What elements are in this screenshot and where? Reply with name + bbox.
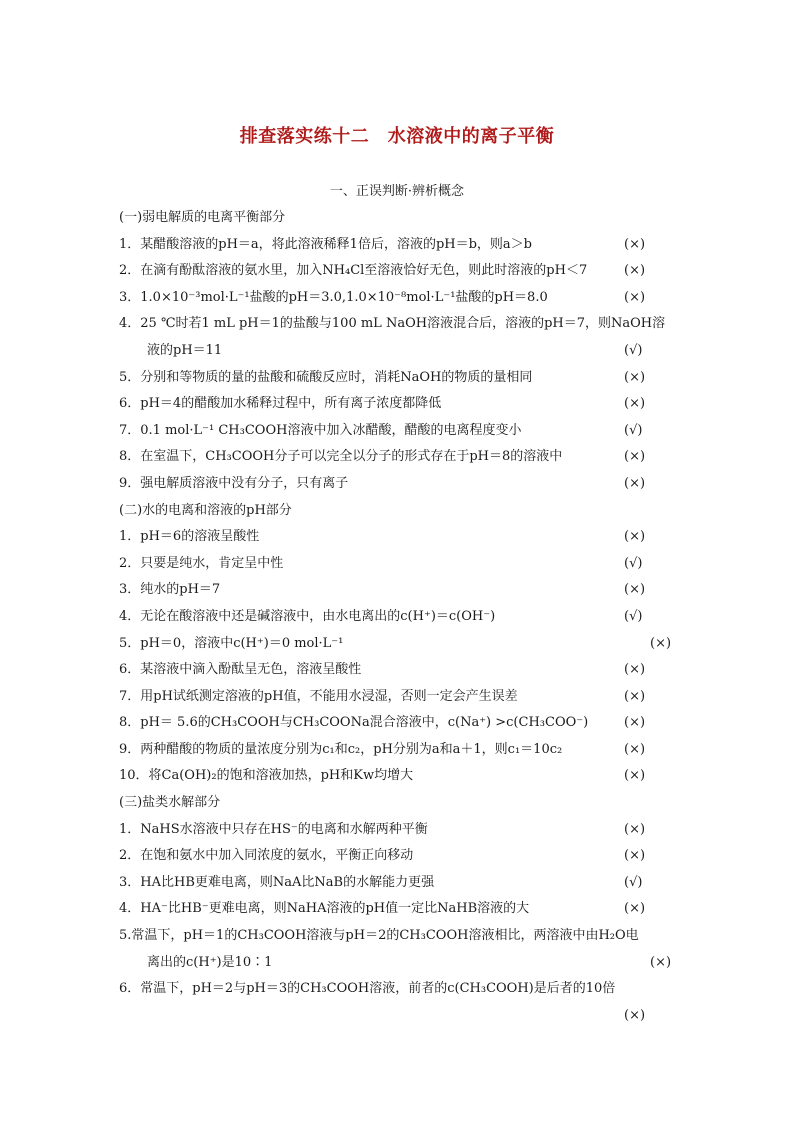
- question-text-continued: 液的pH＝11: [147, 342, 223, 358]
- question-item: [119, 311, 679, 338]
- question-item: [119, 444, 679, 471]
- question-item: [119, 657, 679, 684]
- answer-mark: (×): [624, 289, 646, 305]
- question-item: [119, 258, 679, 285]
- answer-mark: (×): [624, 369, 646, 385]
- question-item: [119, 976, 679, 1003]
- question-item: [119, 817, 679, 844]
- answer-mark: (×): [624, 768, 646, 784]
- question-item-continuation: [119, 950, 679, 977]
- answer-mark: (×): [624, 236, 646, 252]
- question-text: 7．0.1 mol·L⁻¹ CH₃COOH溶液中加入冰醋酸，醋酸的电离程度变小: [119, 422, 522, 438]
- question-text: 6．常温下，pH＝2与pH＝3的CH₃COOH溶液，前者的c(CH₃COOH)是后者的10倍: [119, 981, 616, 997]
- answer-mark: (√): [624, 874, 643, 890]
- question-item: [119, 631, 679, 658]
- answer-mark: (×): [624, 475, 646, 491]
- question-text: 4．25 ℃时若1 mL pH＝1的盐酸与100 mL NaOH溶液混合后，溶液的pH＝7，则NaOH溶: [119, 316, 666, 332]
- answer-mark: (×): [624, 582, 646, 598]
- answer-mark: (×): [624, 821, 646, 837]
- question-text: 5．分别和等物质的量的盐酸和硫酸反应时，消耗NaOH的物质的量相同: [119, 369, 533, 385]
- question-item: [119, 285, 679, 312]
- question-text: 9．两种醋酸的物质的量浓度分别为c₁和c₂，pH分别为a和a＋1，则c₁＝10c₂: [119, 741, 563, 757]
- question-item: [119, 418, 679, 445]
- question-text: 1．pH＝6的溶液呈酸性: [119, 529, 260, 545]
- question-item: [119, 551, 679, 578]
- question-item-continuation: [119, 338, 679, 365]
- answer-mark: (√): [624, 422, 643, 438]
- question-item: [119, 391, 679, 418]
- section-heading-text: (二)水的电离和溶液的pH部分: [119, 502, 292, 518]
- answer-mark: (×): [650, 635, 672, 651]
- answer-mark: (×): [624, 529, 646, 545]
- answer-mark: (×): [624, 449, 646, 465]
- answer-mark: (√): [624, 608, 643, 624]
- question-item: [119, 737, 679, 764]
- question-item: [119, 232, 679, 259]
- answer-mark: (×): [624, 848, 646, 864]
- question-text: 3．纯水的pH＝7: [119, 582, 221, 598]
- question-item: [119, 604, 679, 631]
- question-text: 2．在饱和氨水中加入同浓度的氨水，平衡正向移动: [119, 848, 414, 864]
- question-text: 1．某醋酸溶液的pH＝a，将此溶液稀释1倍后，溶液的pH＝b，则a＞b: [119, 236, 533, 252]
- section-heading: [119, 205, 679, 232]
- question-item: [119, 843, 679, 870]
- question-text: 5．pH＝0，溶液中c(H⁺)＝0 mol·L⁻¹: [119, 635, 344, 651]
- answer-mark: (√): [624, 555, 643, 571]
- question-item: [119, 471, 679, 498]
- answer-mark: (×): [624, 396, 646, 412]
- answer-mark: (×): [650, 954, 672, 970]
- question-text: 9．强电解质溶液中没有分子，只有离子: [119, 475, 349, 491]
- question-text: 5.常温下，pH＝1的CH₃COOH溶液与pH＝2的CH₃COOH溶液相比，两溶液中由H₂O电: [119, 928, 639, 944]
- question-text: 10．将Ca(OH)₂的饱和溶液加热，pH和Kw均增大: [119, 768, 414, 784]
- question-item: [119, 524, 679, 551]
- question-text: 8．在室温下，CH₃COOH分子可以完全以分子的形式存在于pH＝8的溶液中: [119, 449, 563, 465]
- section-subtitle: 一、正误判断·辨析概念: [329, 184, 465, 199]
- question-list: [119, 205, 679, 1029]
- section-heading-text: (一)弱电解质的电离平衡部分: [119, 210, 286, 225]
- answer-mark: (×): [624, 741, 646, 757]
- question-text: 6．某溶液中滴入酚酞呈无色，溶液呈酸性: [119, 662, 362, 678]
- answer-mark: (×): [624, 263, 646, 279]
- question-text: 8．pH＝ 5.6的CH₃COOH与CH₃COONa混合溶液中，c(Na⁺) >c(CH₃COO⁻): [119, 715, 589, 731]
- question-item-continuation: [119, 1003, 679, 1030]
- question-item: [119, 365, 679, 392]
- answer-mark: (×): [624, 1007, 646, 1023]
- question-text: 2．在滴有酚酞溶液的氨水里，加入NH₄Cl至溶液恰好无色，则此时溶液的pH＜7: [119, 263, 588, 279]
- question-text: 1．NaHS水溶液中只存在HS⁻的电离和水解两种平衡: [119, 821, 428, 837]
- answer-mark: (√): [624, 342, 643, 358]
- question-text: 7．用pH试纸测定溶液的pH值，不能用水浸湿，否则一定会产生误差: [119, 688, 518, 704]
- question-item: [119, 870, 679, 897]
- question-item: [119, 710, 679, 737]
- question-text: 2．只要是纯水，肯定呈中性: [119, 555, 284, 571]
- answer-mark: (×): [624, 901, 646, 917]
- answer-mark: (×): [624, 688, 646, 704]
- question-text: 3．1.0×10⁻³mol·L⁻¹盐酸的pH＝3.0,1.0×10⁻⁸mol·L⁻¹盐酸的pH＝8.0: [119, 289, 548, 305]
- question-item: [119, 923, 679, 950]
- question-text: 4．无论在酸溶液中还是碱溶液中，由水电离出的c(H⁺)＝c(OH⁻): [119, 608, 496, 624]
- question-item: [119, 684, 679, 711]
- question-text: 4．HA⁻比HB⁻更难电离，则NaHA溶液的pH值一定比NaHB溶液的大: [119, 901, 530, 917]
- question-item: [119, 763, 679, 790]
- answer-mark: (×): [624, 662, 646, 678]
- question-text: 6．pH＝4的醋酸加水稀释过程中，所有离子浓度都降低: [119, 396, 442, 412]
- answer-mark: (×): [624, 715, 646, 731]
- question-text: 3．HA比HB更难电离，则NaA比NaB的水解能力更强: [119, 874, 435, 890]
- question-item: [119, 577, 679, 604]
- section-heading-text: (三)盐类水解部分: [119, 795, 221, 811]
- section-heading: [119, 498, 679, 525]
- section-heading: [119, 790, 679, 817]
- question-text-continued: 离出的c(H⁺)是10∶1: [147, 954, 273, 970]
- page-title: 排查落实练十二 水溶液中的离子平衡: [239, 126, 555, 147]
- question-item: [119, 896, 679, 923]
